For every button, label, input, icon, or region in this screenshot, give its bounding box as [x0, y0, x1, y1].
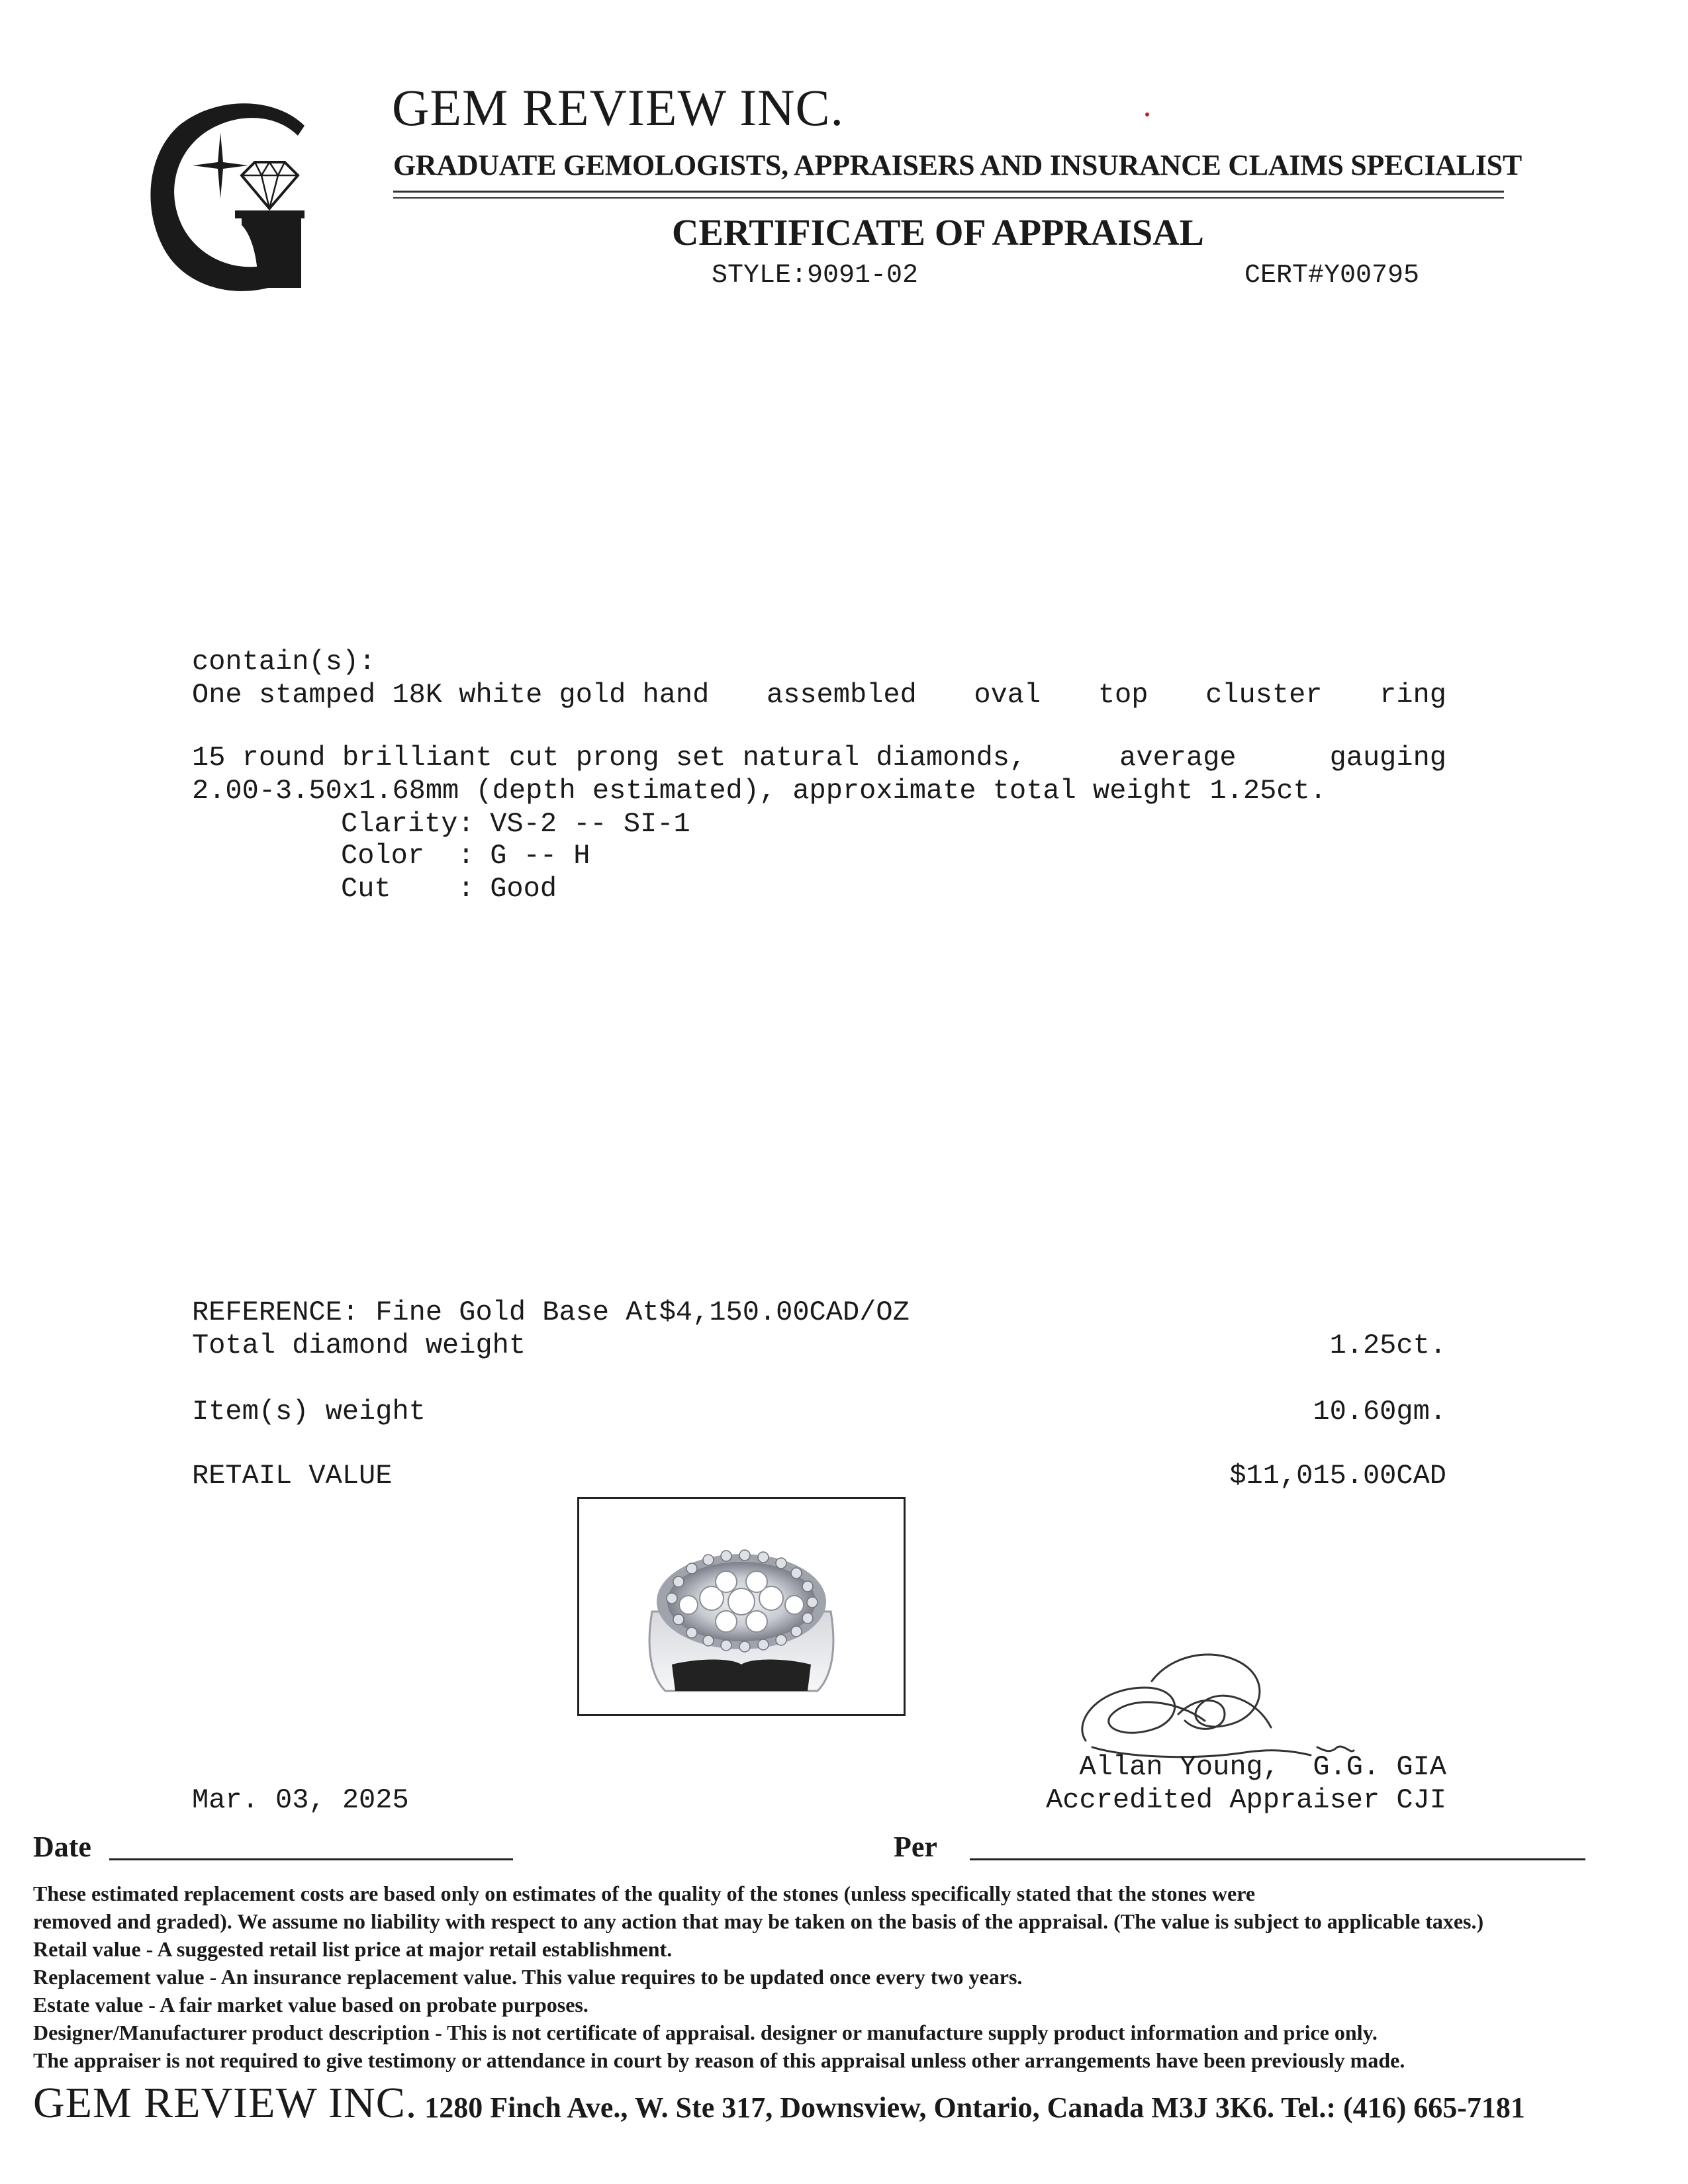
retail-value-amount: $11,015.00CAD [1229, 1460, 1446, 1492]
disclaimer-line: Designer/Manufacturer product description - This is not certificate of appraisal. designer or manufacture supply product information and price only. [33, 2021, 1378, 2044]
appraiser-credential: Accredited Appraiser CJI [1046, 1784, 1446, 1816]
color-row [341, 839, 590, 872]
item-weight-value: 10.60gm. [1313, 1396, 1446, 1428]
date-label: Date [33, 1831, 91, 1863]
description-word: cluster [1205, 679, 1323, 711]
date-signature-line [109, 1858, 513, 1860]
company-tagline: GRADUATE GEMOLOGISTS, APPRAISERS AND INSURANCE CLAIMS SPECIALIST [393, 149, 1522, 181]
footer [33, 2078, 1525, 2128]
description-word: assembled [766, 679, 917, 711]
disclaimer [33, 1880, 1662, 2074]
disclaimer-line: Estate value - A fair market value based on probate purposes. [33, 1993, 588, 2017]
certificate-number: CERT#Y00795 [1244, 261, 1420, 291]
stones-word: average [1119, 742, 1237, 774]
retail-value-label: RETAIL VALUE [192, 1460, 393, 1492]
per-signature-line [970, 1858, 1585, 1860]
cut-value: Good [473, 873, 557, 905]
per-label: Per [894, 1831, 937, 1863]
gold-reference: REFERENCE: Fine Gold Base At$4,150.00CAD/OZ [192, 1297, 910, 1328]
total-diamond-weight-label: Total diamond weight [192, 1330, 526, 1361]
stones-word: 15 round brilliant cut prong set natural diamonds, [192, 742, 1027, 774]
item-description [192, 612, 1446, 745]
description-line: contain(s): [192, 646, 376, 678]
total-diamond-weight-row [192, 1329, 1446, 1362]
description-word: One stamped 18K white gold hand [192, 679, 710, 711]
disclaimer-line: These estimated replacement costs are based only on estimates of the quality of the stones (unless specifically stated that the stones were [33, 1882, 1256, 1905]
stones-description-line [192, 741, 1446, 774]
header-rule [393, 191, 1504, 193]
color-label: Color : [341, 840, 475, 872]
disclaimer-line: The appraiser is not required to give testimony or attendance in court by reason of this appraisal unless other arrangements have been previously made. [33, 2048, 1405, 2072]
disclaimer-line: removed and graded). We assume no liability with respect to any action that may be taken on the basis of the appraisal. (The value is subject to applicable taxes.) [33, 1909, 1484, 1933]
clarity-row [341, 807, 690, 841]
appraisal-date: Mar. 03, 2025 [192, 1784, 409, 1816]
clarity-value: VS-2 -- SI-1 [473, 808, 690, 840]
retail-value-row [192, 1459, 1446, 1492]
footer-company-name: GEM REVIEW INC. [33, 2079, 418, 2127]
disclaimer-line: Replacement value - An insurance replacement value. This value requires to be updated once every two years. [33, 1965, 1023, 1989]
description-word: top [1098, 679, 1149, 711]
cut-row [341, 872, 557, 905]
ring-photo [577, 1497, 906, 1716]
description-word: oval [974, 679, 1041, 711]
footer-address: 1280 Finch Ave., W. Ste 317, Downsview, Ontario, Canada M3J 3K6. Tel.: (416) 665-7181 [417, 2091, 1525, 2124]
clarity-label: Clarity: [341, 808, 475, 840]
header-rule [393, 197, 1504, 199]
stones-word: gauging [1329, 742, 1446, 774]
company-logo-icon [142, 99, 334, 298]
company-name: GEM REVIEW INC. [392, 79, 844, 136]
total-diamond-weight-value: 1.25ct. [1329, 1330, 1446, 1361]
certificate-title: CERTIFICATE OF APPRAISAL [672, 212, 1204, 253]
item-weight-row [192, 1395, 1446, 1428]
appraiser-name: Allan Young, G.G. GIA [1079, 1751, 1446, 1783]
cut-label: Cut : [341, 873, 475, 905]
description-line [192, 678, 1446, 711]
description-word: ring [1380, 679, 1446, 711]
stones-description-line: 2.00-3.50x1.68mm (depth estimated), approximate total weight 1.25ct. [192, 775, 1327, 807]
ink-mark [1145, 113, 1149, 116]
ring-image [579, 1499, 904, 1714]
style-number: STYLE:9091-02 [712, 261, 919, 291]
disclaimer-line: Retail value - A suggested retail list price at major retail establishment. [33, 1937, 673, 1961]
item-weight-label: Item(s) weight [192, 1396, 426, 1428]
color-value: G -- H [473, 840, 590, 872]
